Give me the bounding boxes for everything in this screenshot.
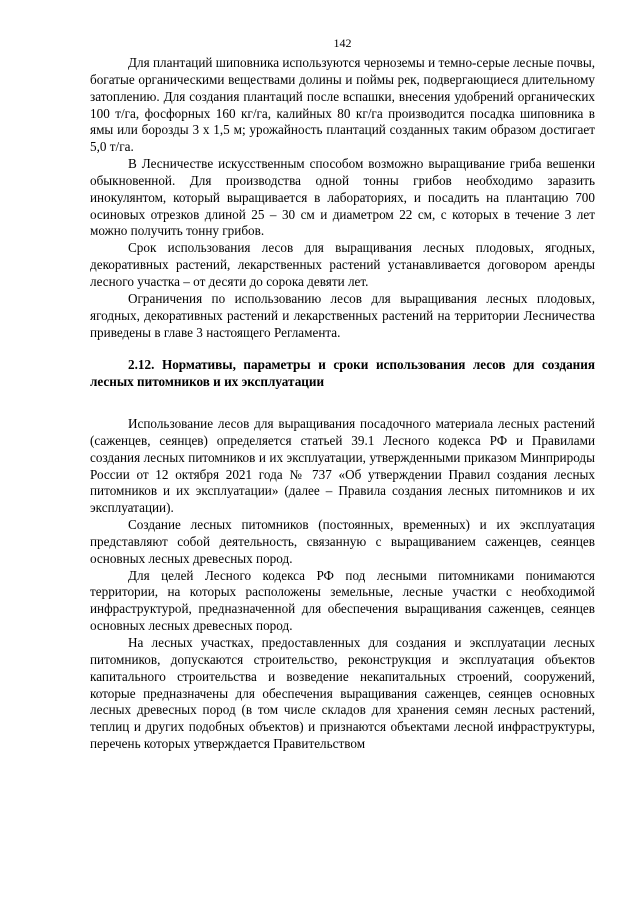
page-number: 142 <box>333 36 352 50</box>
paragraph-rosehip-plantations: Для плантаций шиповника используются черноземы и темно-серые лесные почвы, богатые органическими веществами долины и поймы рек, подвергающиеся длительному затоплению. Для создания плантаций после вспашки, внесения удобрений органических 100 т/га, фосфорных 160 кг/га, калийных 80 кг/га производится посадка шиповника в ямы или борозды 3 х 1,5 м; урожайность плантаций созданных таким образом достигает 5,0 т/га. <box>90 55 595 155</box>
section-heading: 2.12. Нормативы, параметры и сроки использования лесов для создания лесных питомников и их эксплуатации <box>90 357 595 390</box>
paragraph-nursery-usage: Использование лесов для выращивания посадочного материала лесных растений (саженцев, сеянцев) определяется статьей 39.1 Лесного кодекса РФ и Правилами создания лесных питомников и их эксплуатации, утвержденными приказом Минприроды России от 12 октября 2021 года № 737 «Об утверждении Правил создания лесных питомников и их эксплуатации» (далее – Правила создания лесных питомников и их эксплуатации). <box>90 416 595 516</box>
paragraph-nursery-creation: Создание лесных питомников (постоянных, временных) и их эксплуатация представляют собой деятельность, связанную с выращиванием саженцев, сеянцев основных лесных древесных пород. <box>90 517 595 566</box>
paragraph-nursery-definition: Для целей Лесного кодекса РФ под лесными питомниками понимаются территории, на которых расположены земельные, лесные участки с необходимой инфраструктурой, предназначенной для обеспечения выращивания саженцев, сеянцев основных лесных древесных пород. <box>90 567 595 634</box>
paragraph-nursery-infrastructure: На лесных участках, предоставленных для создания и эксплуатации лесных питомников, допускаются строительство, реконструкция и эксплуатация объектов капитального строительства и возведение некапитальных строений, сооружений, которые предназначены для обеспечения выращивания саженцев, сеянцев основных лесных древесных пород (в том числе складов для хранения семян лесных растений, теплиц и других подобных объектов) и признаются объектами лесной инфраструктуры, перечень которых утверждается Правительством <box>90 635 595 752</box>
document-page <box>90 36 595 753</box>
paragraph-restrictions: Ограничения по использованию лесов для выращивания лесных плодовых, ягодных, декоративных растений и лекарственных растений на территории Лесничества приведены в главе 3 настоящего Регламента. <box>90 290 595 340</box>
paragraph-usage-term: Срок использования лесов для выращивания лесных плодовых, ягодных, декоративных растений, лекарственных растений устанавливается договором аренды лесного участка – от десяти до сорока девяти лет. <box>90 240 595 289</box>
paragraph-oyster-mushroom: В Лесничестве искусственным способом возможно выращивание гриба вешенки обыкновенной. Для производства одной тонны грибов необходимо заразить инокулянтом, который выращивается в лабораториях, и посадить на плантацию 700 осиновых отрезков длиной 25 – 30 см и диаметром 22 см, с которых в течение 3 лет можно получить тонну грибов. <box>90 156 595 239</box>
